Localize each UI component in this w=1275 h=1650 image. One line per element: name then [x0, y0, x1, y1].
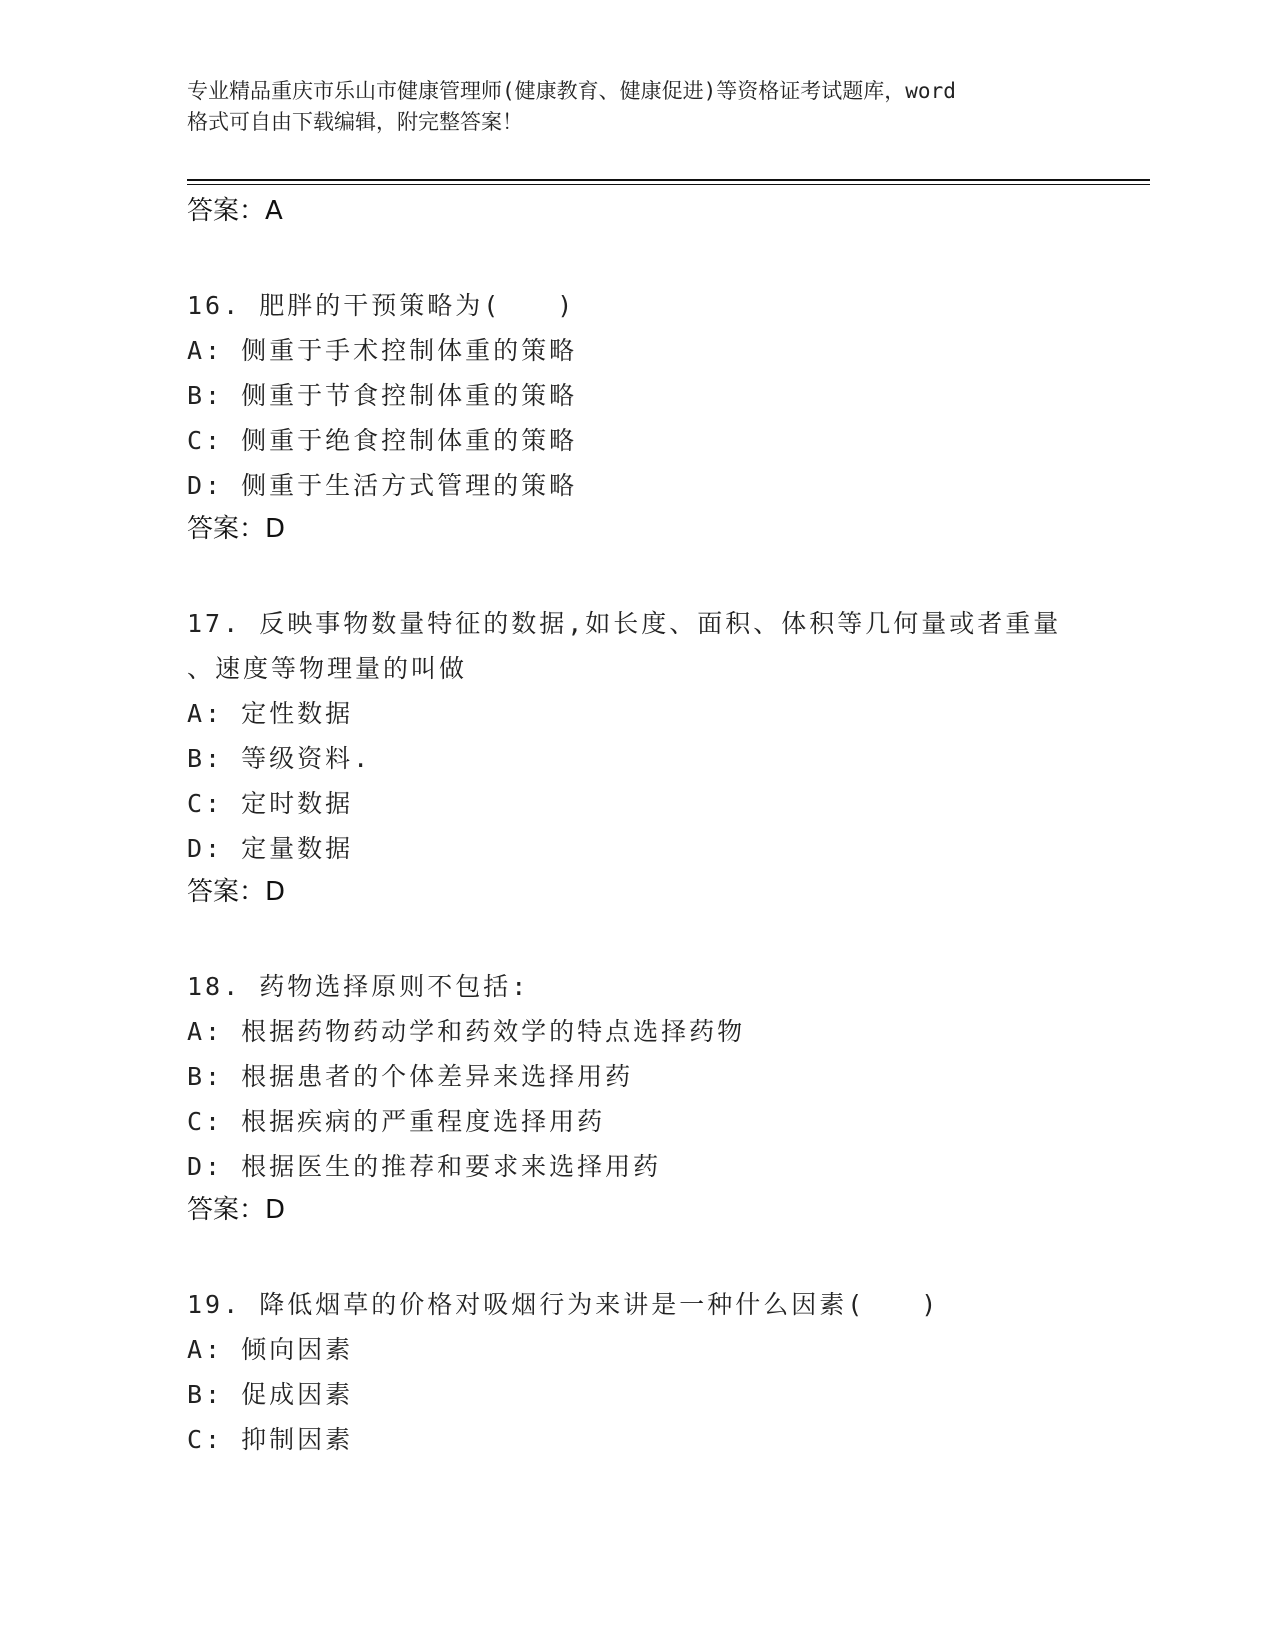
page-header	[187, 76, 1087, 138]
option-b: B: 等级资料.	[187, 744, 372, 773]
answer-line: 答案：D	[187, 514, 286, 544]
option-c: C: 抑制因素	[187, 1425, 354, 1454]
question-text: 18. 药物选择原则不包括:	[187, 972, 530, 1001]
question-18	[187, 964, 1137, 1232]
header-divider-thick	[187, 179, 1150, 181]
option-b: B: 侧重于节食控制体重的策略	[187, 381, 578, 410]
option-b: B: 根据患者的个体差异来选择用药	[187, 1062, 634, 1091]
option-a: A: 侧重于手术控制体重的策略	[187, 336, 578, 365]
option-c: C: 定时数据	[187, 789, 354, 818]
question-17	[187, 601, 1137, 914]
question-19	[187, 1282, 1137, 1462]
option-a: A: 定性数据	[187, 699, 354, 728]
option-b: B: 促成因素	[187, 1380, 354, 1409]
header-divider-thin	[187, 184, 1150, 185]
question-text: 19. 降低烟草的价格对吸烟行为来讲是一种什么因素( )	[187, 1290, 940, 1319]
answer-line: 答案：A	[187, 196, 283, 226]
question-16	[187, 283, 1137, 551]
header-line-2: 格式可自由下载编辑，附完整答案！	[187, 110, 523, 134]
question-list	[187, 190, 1137, 1462]
option-d: D: 根据医生的推荐和要求来选择用药	[187, 1152, 662, 1181]
option-d: D: 定量数据	[187, 834, 354, 863]
answer-line: 答案：D	[187, 1195, 286, 1225]
option-d: D: 侧重于生活方式管理的策略	[187, 471, 578, 500]
header-line-1: 专业精品重庆市乐山市健康管理师(健康教育、健康促进)等资格证考试题库，word	[187, 79, 956, 103]
option-a: A: 倾向因素	[187, 1335, 354, 1364]
option-c: C: 根据疾病的严重程度选择用药	[187, 1107, 606, 1136]
option-a: A: 根据药物药动学和药效学的特点选择药物	[187, 1017, 746, 1046]
question-text-line-2: 、速度等物理量的叫做	[187, 654, 468, 683]
option-c: C: 侧重于绝食控制体重的策略	[187, 426, 578, 455]
question-text-line-1: 17. 反映事物数量特征的数据,如长度、面积、体积等几何量或者重量	[187, 609, 1062, 638]
answer-line: 答案：D	[187, 877, 286, 907]
question-text: 16. 肥胖的干预策略为( )	[187, 291, 576, 320]
